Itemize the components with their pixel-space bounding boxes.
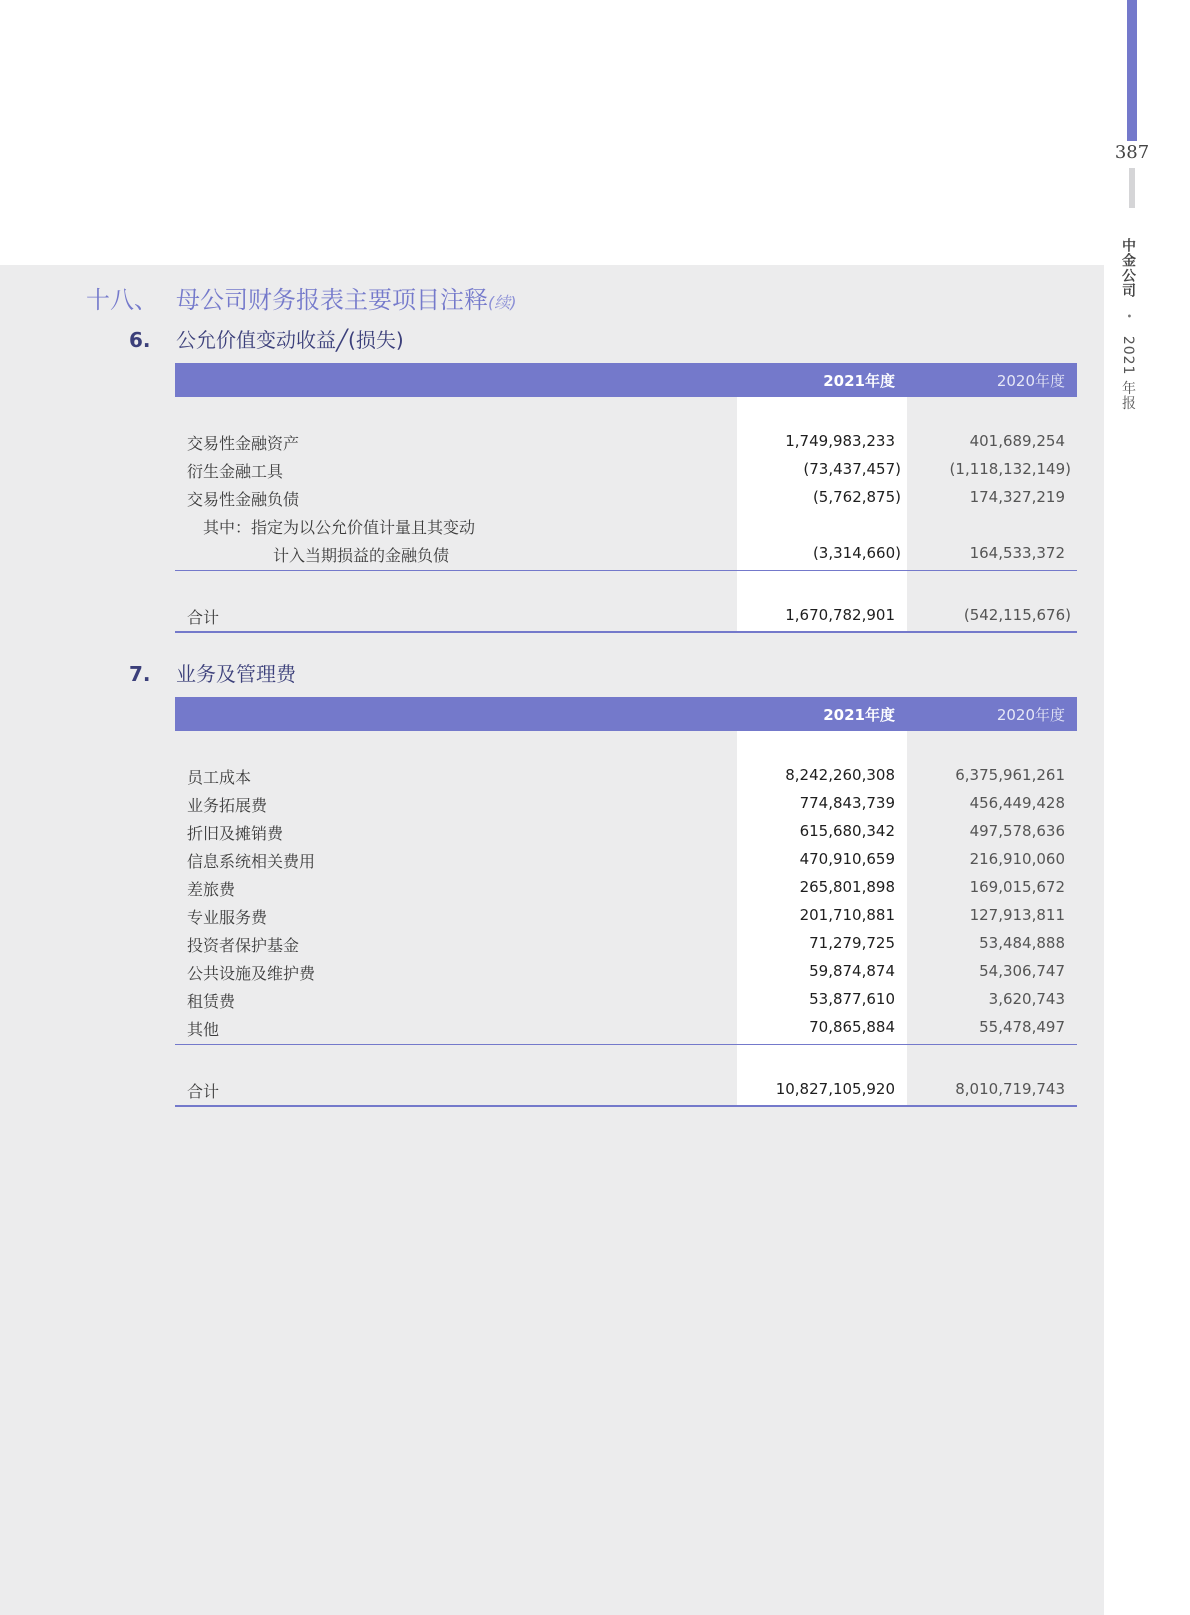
side-dot: • — [1123, 313, 1134, 321]
row-value-2020: 174,327,219 — [969, 488, 1065, 506]
row-label: 差旅费 — [187, 880, 236, 899]
table-row — [175, 985, 1077, 1013]
total-row — [175, 1075, 1077, 1103]
table6-title — [129, 324, 404, 353]
table-row — [175, 901, 1077, 929]
row-value-2021: 201,710,881 — [799, 906, 895, 924]
total-row — [175, 601, 1077, 629]
total-value-2020: (542,115,676) — [963, 606, 1071, 624]
row-value-2021: 615,680,342 — [799, 822, 895, 840]
page-number: 387 — [1114, 142, 1150, 163]
total-label: 合计 — [187, 608, 220, 627]
row-value-2021: 1,749,983,233 — [785, 432, 895, 450]
row-label: 公共设施及维护费 — [187, 964, 316, 983]
subtotal-rule — [175, 570, 1077, 571]
table6-col-2020: 2020年度 — [996, 372, 1065, 390]
side-company-name: 中金公司 — [1120, 238, 1136, 298]
total-rule — [175, 1105, 1077, 1107]
fair-value-table — [175, 363, 1077, 635]
table6-header — [175, 363, 1077, 397]
table-row — [175, 483, 1077, 511]
total-rule — [175, 631, 1077, 633]
table-row — [175, 873, 1077, 901]
row-value-2021: (73,437,457) — [803, 460, 901, 478]
row-label: 信息系统相关费用 — [187, 852, 316, 871]
row-label: 租赁费 — [187, 992, 236, 1011]
subtotal-rule — [175, 1044, 1077, 1045]
row-value-2020: 456,449,428 — [969, 794, 1065, 812]
row-value-2021: 70,865,884 — [809, 1018, 895, 1036]
table6-title-text: 公允价值变动收益╱(损失) — [176, 328, 404, 352]
row-value-2021: 71,279,725 — [809, 934, 895, 952]
table-row — [175, 539, 1077, 567]
row-label: 折旧及摊销费 — [187, 824, 284, 843]
side-running-title — [1118, 238, 1138, 411]
total-value-2021: 10,827,105,920 — [775, 1080, 895, 1098]
row-value-2020: 54,306,747 — [979, 962, 1065, 980]
total-label: 合计 — [187, 1082, 220, 1101]
row-value-2020: 3,620,743 — [988, 990, 1065, 1008]
table-row — [175, 511, 1077, 539]
row-value-2021: (5,762,875) — [812, 488, 901, 506]
row-value-2020: 401,689,254 — [969, 432, 1065, 450]
table-row — [175, 427, 1077, 455]
row-value-2020: 55,478,497 — [979, 1018, 1065, 1036]
row-value-2020: 164,533,372 — [969, 544, 1065, 562]
row-value-2021: 470,910,659 — [799, 850, 895, 868]
row-label: 交易性金融资产 — [187, 434, 300, 453]
row-label: 计入当期损益的金融负债 — [273, 546, 450, 565]
row-value-2020: 216,910,060 — [969, 850, 1065, 868]
table7-number: 7. — [129, 662, 151, 686]
row-value-2021: 53,877,610 — [809, 990, 895, 1008]
table-row — [175, 817, 1077, 845]
table7-col-2020: 2020年度 — [996, 706, 1065, 724]
table-row — [175, 1013, 1077, 1041]
row-value-2021: 774,843,739 — [799, 794, 895, 812]
row-label: 其中：指定为以公允价值计量且其变动 — [203, 518, 476, 537]
table-row — [175, 455, 1077, 483]
table-row — [175, 761, 1077, 789]
side-accent-bar — [1127, 0, 1137, 141]
row-value-2021: 265,801,898 — [799, 878, 895, 896]
table7-col-2021: 2021年度 — [823, 706, 895, 724]
row-label: 其他 — [187, 1020, 220, 1039]
row-value-2021: (3,314,660) — [812, 544, 901, 562]
row-value-2021: 59,874,874 — [809, 962, 895, 980]
section-header — [86, 280, 517, 315]
table7-title — [129, 658, 296, 687]
row-value-2020: 497,578,636 — [969, 822, 1065, 840]
row-label: 衍生金融工具 — [187, 462, 284, 481]
row-label: 员工成本 — [187, 768, 252, 787]
table-row — [175, 929, 1077, 957]
total-value-2021: 1,670,782,901 — [785, 606, 895, 624]
total-value-2020: 8,010,719,743 — [955, 1080, 1065, 1098]
row-label: 业务拓展费 — [187, 796, 268, 815]
operating-expenses-table — [175, 697, 1077, 1109]
section-number: 十八、 — [86, 286, 158, 314]
row-label: 交易性金融负债 — [187, 490, 300, 509]
side-divider-bar — [1129, 168, 1135, 208]
table6-number: 6. — [129, 328, 151, 352]
table7-title-text: 业务及管理费 — [176, 662, 296, 686]
row-value-2020: 127,913,811 — [969, 906, 1065, 924]
table-row — [175, 789, 1077, 817]
row-value-2020: 169,015,672 — [969, 878, 1065, 896]
table7-header — [175, 697, 1077, 731]
row-value-2020: 53,484,888 — [979, 934, 1065, 952]
row-value-2021: 8,242,260,308 — [785, 766, 895, 784]
side-report-year: 2021 年报 — [1120, 335, 1136, 411]
row-label: 专业服务费 — [187, 908, 268, 927]
row-value-2020: (1,118,132,149) — [949, 460, 1071, 478]
table-row — [175, 845, 1077, 873]
section-title: 母公司财务报表主要项目注释 — [176, 286, 488, 314]
section-continued: (续) — [488, 293, 517, 312]
row-label: 投资者保护基金 — [187, 936, 300, 955]
table6-col-2021: 2021年度 — [823, 372, 895, 390]
table-row — [175, 957, 1077, 985]
row-value-2020: 6,375,961,261 — [955, 766, 1065, 784]
